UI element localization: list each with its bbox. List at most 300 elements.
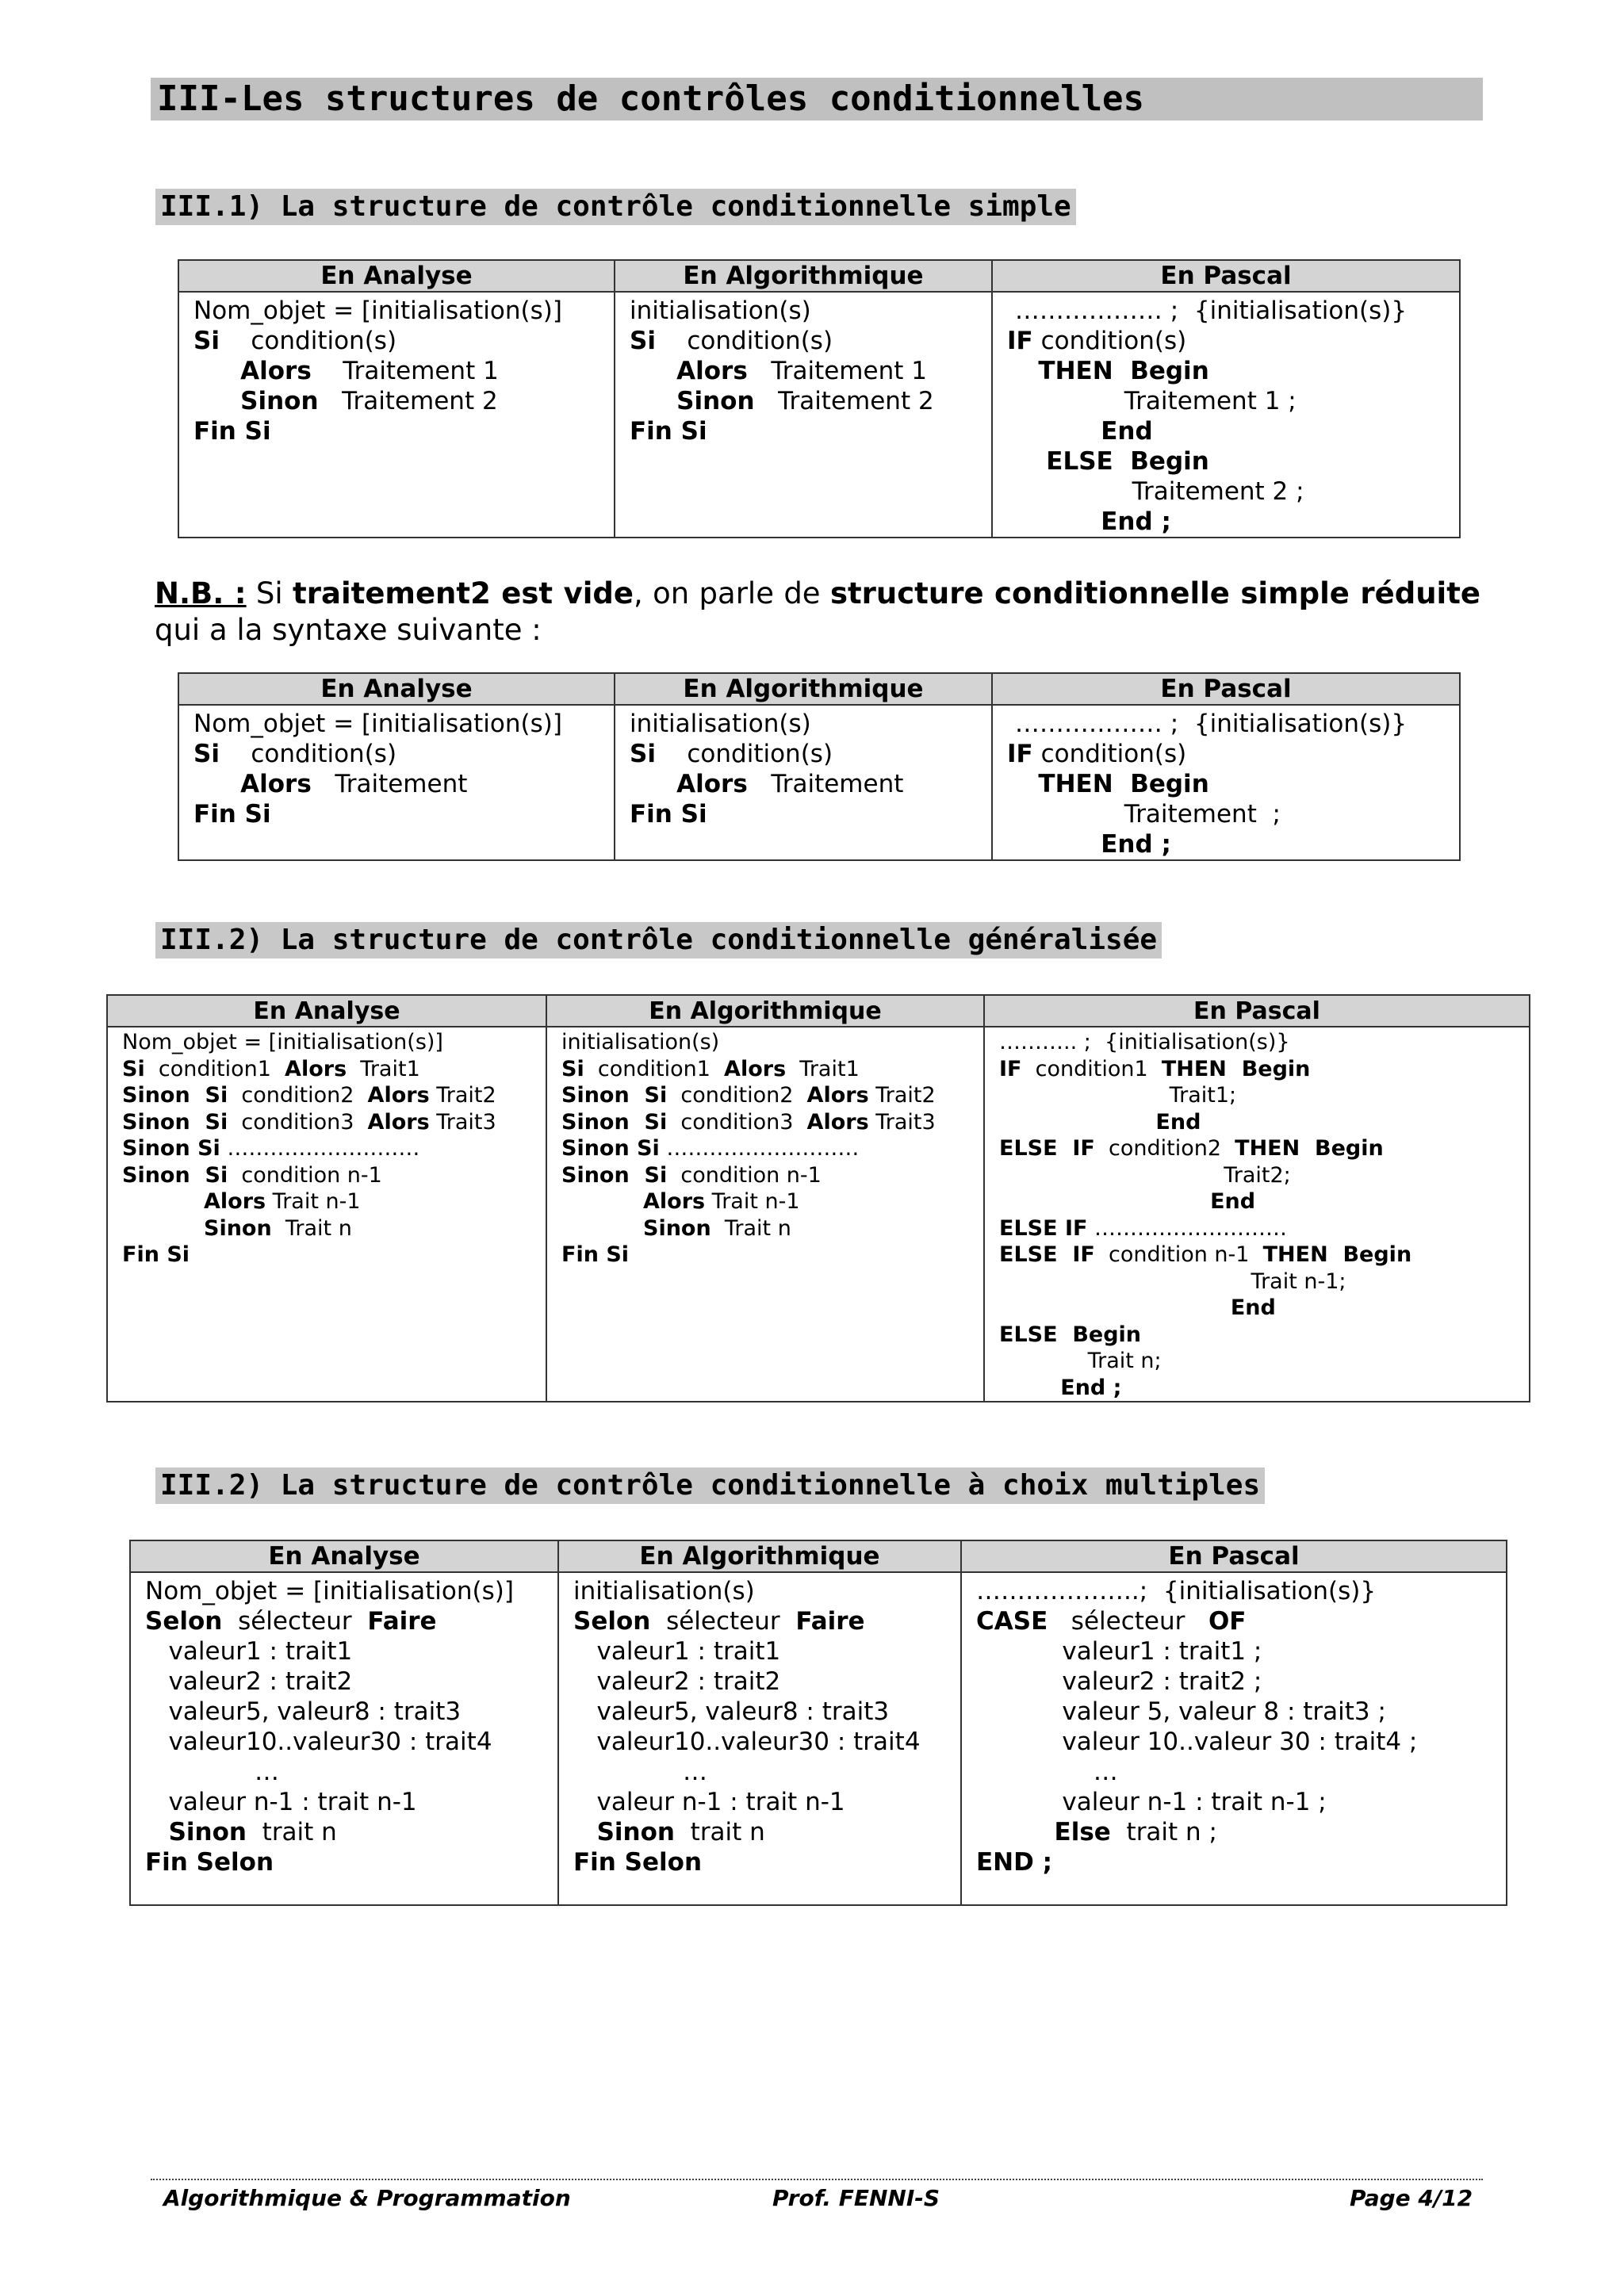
code-line <box>1007 356 1445 386</box>
header-analyse: En Analyse <box>130 1540 558 1572</box>
code-line <box>976 1757 1492 1787</box>
code-line <box>976 1636 1492 1667</box>
code-line <box>1007 769 1445 799</box>
cell-algo <box>546 1027 984 1402</box>
code-keyword: Alors <box>367 1109 430 1135</box>
code-line <box>561 1135 969 1162</box>
code-line <box>1007 446 1445 476</box>
code-line <box>145 1727 543 1757</box>
code-text: Traitement 2 ; <box>1007 477 1304 506</box>
cell-pascal <box>992 292 1460 538</box>
code-keyword: Fin Selon <box>145 1848 274 1877</box>
header-algo: En Algorithmique <box>615 260 992 292</box>
header-analyse: En Analyse <box>107 995 546 1027</box>
code-keyword: IF <box>999 1056 1022 1081</box>
code-keyword: Alors <box>724 1056 787 1081</box>
code-text: Nom_objet = [initialisation(s)] <box>145 1577 514 1605</box>
note-bold: structure conditionnelle simple réduite <box>829 576 1481 610</box>
code-line <box>145 1667 543 1697</box>
code-text: Traitement 2 <box>754 387 934 415</box>
code-text: Traitement 1 <box>311 357 499 385</box>
code-keyword: ELSE IF <box>999 1215 1088 1241</box>
code-text <box>1007 507 1101 536</box>
code-text: Trait3 <box>868 1109 936 1135</box>
code-text: Trait1 <box>347 1056 420 1081</box>
code-text <box>999 1295 1231 1320</box>
code-text: … <box>573 1758 707 1786</box>
section-title: III-Les structures de contrôles conditionnelles <box>151 78 1483 121</box>
footer-course: Algorithmique & Programmation <box>163 2185 571 2211</box>
code-line <box>630 416 977 446</box>
code-line <box>1007 476 1445 507</box>
code-line <box>193 709 599 739</box>
code-text <box>1007 447 1046 476</box>
cell-analyse <box>178 292 615 538</box>
code-keyword: Alors <box>240 770 312 798</box>
code-text: valeur 5, valeur 8 : trait3 ; <box>976 1697 1386 1726</box>
code-line <box>573 1727 946 1757</box>
code-text: condition(s) <box>655 740 833 768</box>
code-line <box>976 1787 1492 1817</box>
cell-analyse <box>178 705 615 860</box>
code-keyword: Sinon Si <box>122 1136 220 1161</box>
code-line <box>1007 709 1445 739</box>
table-simple-reduced <box>178 672 1461 861</box>
code-line <box>561 1215 969 1242</box>
table-simple <box>178 259 1461 538</box>
code-text: Trait2 <box>868 1083 936 1108</box>
code-keyword: Si <box>630 327 656 355</box>
code-keyword: End ; <box>1060 1375 1122 1400</box>
code-line <box>122 1242 531 1269</box>
code-text: trait n <box>674 1818 765 1846</box>
code-line <box>122 1188 531 1215</box>
cell-algo <box>615 292 992 538</box>
code-text: Nom_objet = [initialisation(s)] <box>122 1030 443 1054</box>
code-line <box>999 1162 1515 1189</box>
code-text: Trait n-1 <box>266 1189 361 1214</box>
code-keyword: End ; <box>1101 830 1171 859</box>
code-line <box>630 296 977 326</box>
code-text: valeur2 : trait2 <box>573 1667 781 1696</box>
code-text <box>561 1216 643 1241</box>
code-line <box>573 1817 946 1847</box>
code-line <box>976 1727 1492 1757</box>
code-line <box>999 1375 1515 1402</box>
code-text: valeur1 : trait1 <box>573 1637 781 1666</box>
code-keyword: Alors <box>367 1083 430 1108</box>
code-text: Trait2 <box>429 1083 496 1108</box>
note-paragraph <box>155 576 1480 649</box>
code-keyword: Si <box>193 740 220 768</box>
code-keyword: Si <box>561 1056 584 1081</box>
code-text: ………………..; {initialisation(s)} <box>976 1577 1377 1605</box>
code-text <box>122 1216 204 1241</box>
code-text: Trait3 <box>429 1109 496 1135</box>
note-text: Si <box>246 576 293 610</box>
code-text: initialisation(s) <box>630 710 811 738</box>
code-line <box>1007 326 1445 356</box>
code-line <box>561 1082 969 1109</box>
code-text: valeur 10..valeur 30 : trait4 ; <box>976 1728 1418 1756</box>
code-text <box>193 770 240 798</box>
code-keyword: THEN Begin <box>1038 770 1209 798</box>
note-bold: traitement2 est vide <box>293 576 634 610</box>
code-text: condition(s) <box>219 327 397 355</box>
code-text: condition1 <box>1021 1056 1162 1081</box>
code-text: condition2 <box>1094 1136 1235 1161</box>
code-text: condition3 <box>228 1109 368 1135</box>
code-keyword: Alors <box>643 1189 706 1214</box>
code-line <box>999 1029 1515 1056</box>
code-keyword: End <box>1230 1295 1276 1320</box>
code-text: trait n ; <box>1110 1818 1217 1846</box>
table-generalized <box>106 994 1530 1402</box>
code-text: Trait n; <box>999 1349 1162 1373</box>
code-text: condition n-1 <box>228 1162 382 1188</box>
code-keyword: Sinon Si <box>122 1083 228 1108</box>
code-line <box>122 1056 531 1083</box>
code-line <box>1007 296 1445 326</box>
code-keyword: Alors <box>676 357 748 385</box>
code-text <box>1007 417 1101 446</box>
code-line <box>976 1667 1492 1697</box>
code-line <box>1007 416 1445 446</box>
code-text <box>999 1110 1155 1135</box>
code-text: condition2 <box>667 1083 807 1108</box>
code-text: ……………… ; {initialisation(s)} <box>1007 710 1408 738</box>
code-keyword: OF <box>1208 1607 1247 1636</box>
code-keyword: Fin Si <box>561 1242 630 1267</box>
code-line <box>193 416 599 446</box>
code-text: Traitement <box>747 770 904 798</box>
code-keyword: Si <box>122 1056 145 1081</box>
code-keyword: Alors <box>676 770 748 798</box>
code-line <box>630 739 977 769</box>
code-text: valeur n-1 : trait n-1 <box>145 1788 417 1816</box>
code-text <box>976 1818 1055 1846</box>
code-keyword: ELSE IF <box>999 1242 1095 1267</box>
footer-page-number: Page 4/12 <box>1350 2185 1473 2211</box>
code-keyword: Sinon Si <box>561 1162 668 1188</box>
code-keyword: Sinon <box>676 387 755 415</box>
code-keyword: ELSE IF <box>999 1136 1095 1161</box>
code-keyword: Alors <box>204 1189 266 1214</box>
code-text: Nom_objet = [initialisation(s)] <box>193 710 562 738</box>
code-line <box>999 1322 1515 1349</box>
code-line <box>193 799 599 829</box>
code-keyword: CASE <box>976 1607 1048 1636</box>
code-text: Trait1 <box>786 1056 860 1081</box>
code-text: valeur1 : trait1 ; <box>976 1637 1262 1666</box>
code-keyword: Fin Si <box>630 417 707 446</box>
code-line <box>1007 507 1445 537</box>
code-text <box>193 357 240 385</box>
code-line <box>122 1215 531 1242</box>
code-keyword: Sinon Si <box>561 1083 668 1108</box>
subsection-title-simple: III.1) La structure de contrôle conditionnelle simple <box>155 189 1076 225</box>
code-keyword: Fin Si <box>630 800 707 828</box>
code-text: valeur n-1 : trait n-1 ; <box>976 1788 1327 1816</box>
cell-pascal <box>992 705 1460 860</box>
header-analyse: En Analyse <box>178 673 615 705</box>
code-text: condition(s) <box>219 740 397 768</box>
code-line <box>999 1109 1515 1136</box>
cell-analyse <box>107 1027 546 1402</box>
code-line <box>193 296 599 326</box>
code-text: condition1 <box>144 1056 285 1081</box>
code-line <box>561 1056 969 1083</box>
code-keyword: Faire <box>367 1607 437 1636</box>
code-line <box>561 1242 969 1269</box>
code-line <box>561 1188 969 1215</box>
code-line <box>573 1636 946 1667</box>
code-text: … <box>145 1758 279 1786</box>
code-keyword: Fin Si <box>193 800 271 828</box>
code-line <box>999 1188 1515 1215</box>
code-text: valeur10..valeur30 : trait4 <box>145 1728 492 1756</box>
code-keyword: END ; <box>976 1848 1053 1877</box>
code-line <box>573 1847 946 1877</box>
code-keyword: THEN Begin <box>1262 1242 1412 1267</box>
code-text: ……………………… <box>1087 1215 1288 1241</box>
code-keyword: End ; <box>1101 507 1171 536</box>
code-keyword: Fin Si <box>193 417 271 446</box>
code-line <box>999 1215 1515 1242</box>
code-text: valeur n-1 : trait n-1 <box>573 1788 845 1816</box>
code-line <box>999 1348 1515 1375</box>
code-keyword: THEN Begin <box>1235 1136 1384 1161</box>
code-keyword: THEN Begin <box>1038 357 1209 385</box>
code-text <box>999 1376 1060 1400</box>
code-keyword: THEN Begin <box>1161 1056 1311 1081</box>
code-line <box>145 1757 543 1787</box>
code-line <box>573 1697 946 1727</box>
code-keyword: ELSE Begin <box>999 1322 1142 1347</box>
code-line <box>976 1697 1492 1727</box>
code-text: Trait n <box>271 1215 352 1241</box>
code-line <box>122 1109 531 1136</box>
code-text <box>999 1189 1210 1214</box>
code-text: valeur5, valeur8 : trait3 <box>145 1697 462 1726</box>
code-line <box>145 1847 543 1877</box>
code-line <box>630 386 977 416</box>
code-line <box>999 1135 1515 1162</box>
code-line <box>630 799 977 829</box>
code-line <box>976 1817 1492 1847</box>
code-keyword: Faire <box>795 1607 865 1636</box>
code-text <box>573 1818 597 1846</box>
cell-pascal <box>984 1027 1530 1402</box>
header-pascal: En Pascal <box>992 260 1460 292</box>
table-multiple-choice <box>129 1540 1507 1906</box>
code-keyword: ELSE Begin <box>1046 447 1209 476</box>
cell-algo <box>615 705 992 860</box>
code-line <box>193 769 599 799</box>
subsection-title-generalized: III.2) La structure de contrôle conditionnelle généralisée <box>155 922 1162 959</box>
code-line <box>976 1847 1492 1877</box>
code-text: Trait2; <box>999 1162 1291 1188</box>
code-text: Trait n-1 <box>705 1189 800 1214</box>
code-text: Trait n-1; <box>999 1269 1346 1294</box>
code-keyword: Sinon Si <box>122 1162 228 1188</box>
code-line <box>561 1162 969 1189</box>
code-text: ……….. ; {initialisation(s)} <box>999 1030 1290 1054</box>
note-label: N.B. : <box>155 576 247 610</box>
code-text: initialisation(s) <box>573 1577 755 1605</box>
code-line <box>573 1757 946 1787</box>
header-pascal: En Pascal <box>992 673 1460 705</box>
code-text: condition n-1 <box>1094 1242 1263 1267</box>
cell-analyse <box>130 1572 558 1905</box>
code-line <box>630 769 977 799</box>
code-text <box>1007 770 1038 798</box>
note-text: qui a la syntaxe suivante : <box>155 613 542 647</box>
code-line <box>193 326 599 356</box>
code-text <box>122 1189 204 1214</box>
cell-pascal <box>961 1572 1507 1905</box>
header-algo: En Algorithmique <box>558 1540 961 1572</box>
subsection-title-multiple-choice: III.2) La structure de contrôle conditionnelle à choix multiples <box>155 1468 1265 1504</box>
code-line <box>193 739 599 769</box>
code-keyword: Sinon <box>204 1215 272 1241</box>
code-keyword: Sinon Si <box>122 1109 228 1135</box>
code-line <box>1007 386 1445 416</box>
code-line <box>145 1697 543 1727</box>
code-text: condition2 <box>228 1083 368 1108</box>
code-line <box>573 1667 946 1697</box>
code-line <box>999 1242 1515 1269</box>
code-text: valeur10..valeur30 : trait4 <box>573 1728 921 1756</box>
code-line <box>561 1109 969 1136</box>
code-text: Nom_objet = [initialisation(s)] <box>193 297 562 325</box>
code-keyword: Fin Selon <box>573 1848 703 1877</box>
code-line <box>122 1082 531 1109</box>
code-keyword: IF <box>1007 740 1033 768</box>
code-keyword: Selon <box>573 1607 651 1636</box>
code-text: condition(s) <box>655 327 833 355</box>
code-line <box>630 356 977 386</box>
code-keyword: Alors <box>285 1056 347 1081</box>
code-text <box>1007 830 1101 859</box>
code-keyword: Alors <box>806 1083 869 1108</box>
code-line <box>145 1787 543 1817</box>
code-text: sélecteur <box>650 1607 796 1636</box>
header-algo: En Algorithmique <box>546 995 984 1027</box>
code-text: sélecteur <box>222 1607 368 1636</box>
code-line <box>976 1576 1492 1606</box>
code-text: ……………………… <box>220 1136 420 1161</box>
code-keyword: Selon <box>145 1607 223 1636</box>
code-line <box>122 1135 531 1162</box>
cell-algo <box>558 1572 961 1905</box>
code-text: valeur1 : trait1 <box>145 1637 353 1666</box>
code-text: Trait1; <box>999 1083 1237 1108</box>
code-text: Traitement ; <box>1007 800 1281 828</box>
code-text: condition(s) <box>1032 740 1187 768</box>
code-text: ……………… ; {initialisation(s)} <box>1007 297 1408 325</box>
code-line <box>1007 829 1445 859</box>
code-line <box>145 1817 543 1847</box>
code-keyword: Sinon <box>596 1818 675 1846</box>
header-pascal: En Pascal <box>961 1540 1507 1572</box>
code-text: valeur2 : trait2 ; <box>976 1667 1262 1696</box>
code-text <box>145 1818 169 1846</box>
code-text <box>561 1189 643 1214</box>
code-text: condition(s) <box>1032 327 1187 355</box>
code-line <box>145 1636 543 1667</box>
code-text: ……………………… <box>659 1136 860 1161</box>
code-line <box>1007 799 1445 829</box>
code-keyword: Sinon <box>240 387 319 415</box>
code-keyword: Fin Si <box>122 1242 190 1267</box>
code-text: Traitement 1 ; <box>1007 387 1297 415</box>
footer-divider <box>151 2179 1483 2180</box>
code-keyword: Si <box>193 327 220 355</box>
code-keyword: End <box>1155 1109 1201 1135</box>
code-text: sélecteur <box>1048 1607 1208 1636</box>
code-text <box>630 387 676 415</box>
code-line <box>630 709 977 739</box>
code-keyword: Sinon Si <box>561 1109 668 1135</box>
code-text <box>1007 357 1038 385</box>
code-line <box>145 1606 543 1636</box>
header-algo: En Algorithmique <box>615 673 992 705</box>
code-text: condition n-1 <box>667 1162 822 1188</box>
code-text: condition3 <box>667 1109 807 1135</box>
code-text: Traitement 1 <box>747 357 927 385</box>
code-line <box>145 1576 543 1606</box>
code-keyword: Sinon Si <box>561 1136 660 1161</box>
code-text: initialisation(s) <box>561 1030 720 1054</box>
code-keyword: Sinon <box>168 1818 247 1846</box>
code-line <box>122 1029 531 1056</box>
code-line <box>630 326 977 356</box>
code-line <box>573 1606 946 1636</box>
code-text: initialisation(s) <box>630 297 811 325</box>
code-text <box>193 387 240 415</box>
code-line <box>122 1162 531 1189</box>
code-line <box>999 1295 1515 1322</box>
code-line <box>999 1269 1515 1295</box>
code-line <box>573 1787 946 1817</box>
code-text: … <box>976 1758 1118 1786</box>
footer-author: Prof. FENNI-S <box>772 2185 940 2211</box>
code-text: Traitement 2 <box>318 387 498 415</box>
code-keyword: IF <box>1007 327 1033 355</box>
code-keyword: Alors <box>806 1109 869 1135</box>
code-text <box>630 357 676 385</box>
code-keyword: End <box>1210 1189 1256 1214</box>
code-line <box>193 356 599 386</box>
code-keyword: End <box>1101 417 1153 446</box>
code-text: valeur5, valeur8 : trait3 <box>573 1697 890 1726</box>
code-line <box>976 1606 1492 1636</box>
code-text: trait n <box>246 1818 337 1846</box>
header-analyse: En Analyse <box>178 260 615 292</box>
note-text: , on parle de <box>633 576 830 610</box>
code-line <box>561 1029 969 1056</box>
code-line <box>573 1576 946 1606</box>
code-text: Trait n <box>710 1215 791 1241</box>
code-line <box>999 1056 1515 1083</box>
code-keyword: Else <box>1054 1818 1111 1846</box>
code-line <box>193 386 599 416</box>
code-line <box>999 1082 1515 1109</box>
code-text: condition1 <box>584 1056 725 1081</box>
code-text: valeur2 : trait2 <box>145 1667 353 1696</box>
code-keyword: Alors <box>240 357 312 385</box>
